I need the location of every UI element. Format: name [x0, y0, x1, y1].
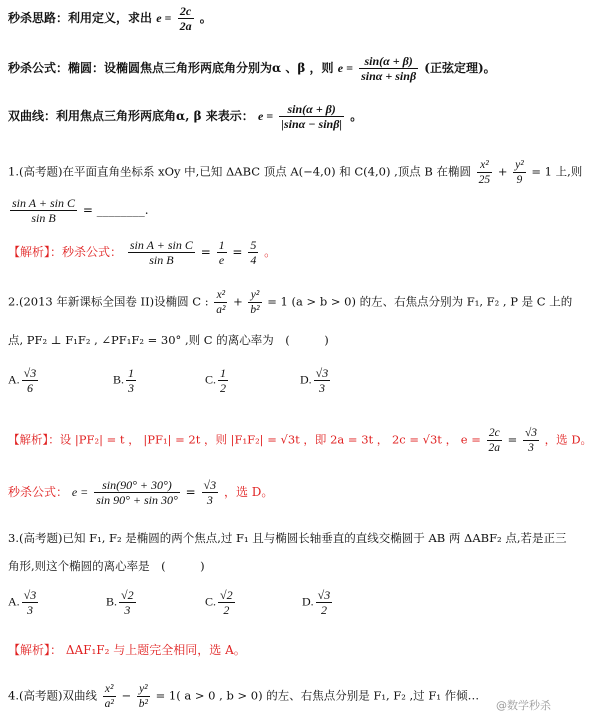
question-1-ask — [8, 196, 149, 225]
ellipse-y-term: $\frac{\text{y²}}{9}$ — [515, 159, 524, 186]
solution-sine-fraction: $\frac{\text{sin A + sin C}}{\text{sin B}}$ — [129, 238, 193, 267]
solution-answer-fraction: $\frac{√3}{3}$ — [524, 427, 538, 454]
plus-sign: + — [497, 164, 508, 179]
question-2-line-2: 点, PF₂ ⊥ F₁F₂ , ∠PF₁F₂ = 30° ,则 C 的离心率为 ( ) — [8, 333, 329, 347]
question-3-line-2: 角形,则这个椭圆的离心率是 ( ) — [8, 559, 205, 573]
solution-answer-fraction: $\frac{5}{4}$ — [250, 238, 257, 267]
watermark-logo: @数学秒杀 — [496, 699, 551, 712]
solution-ratio-fraction: $\frac{2c}{2a}$ — [488, 427, 500, 454]
plus-sign: + — [233, 294, 243, 309]
eccentricity-symbol: e = — [257, 109, 274, 123]
question-3-solution — [8, 642, 246, 658]
question-3-line-1: 3.(高考题)已知 F₁, F₂ 是椭圆的两个焦点,过 F₁ 且与椭圆长轴垂直的直线交椭圆于 AB 两 ΔABF₂ 点,若是正三 — [8, 531, 567, 545]
question-3-option-d: D. $\frac{√3}{2}$ — [302, 588, 331, 617]
hyperbola-x-term: $\frac{\text{x²}}{\text{a²}}$ — [104, 683, 114, 710]
solution-tag: 【解析】 — [8, 245, 51, 259]
question-1-text-end: = 1 上,则 — [531, 164, 583, 179]
eccentricity-symbol: e = — [337, 61, 353, 75]
question-2-solution — [8, 426, 592, 455]
solution-text: ：秒杀公式： — [50, 245, 123, 259]
tip-ellipse-text: 秒杀公式：椭圆：设椭圆焦点三角形两底角分别为α 、β ，则 — [8, 61, 334, 75]
eccentricity-symbol: e = — [71, 485, 89, 499]
question-1-stem — [8, 158, 582, 187]
solution-tag: 【解析】 — [8, 432, 49, 447]
question-4-text-end: = 1( a > 0 , b > 0) 的左、右焦点分别是 F₁, F₂ ,过 F₁ 作倾… — [155, 688, 480, 703]
ellipse-x-term: $\frac{\text{x²}}{\text{a²}}$ — [216, 289, 226, 316]
tip-hyperbola-end: 。 — [350, 109, 363, 123]
tip-definition-end: 。 — [199, 11, 212, 25]
question-1-text: 1.(高考题)在平面直角坐标系 xOy 中,已知 ΔABC 顶点 A(−4,0) 和 C(4,0) ,顶点 B 在椭圆 — [8, 164, 472, 179]
ellipse-x-term: $\frac{\text{x²}}{25}$ — [478, 159, 491, 186]
question-4-stem — [8, 682, 479, 711]
question-3-option-c: C. $\frac{√2}{2}$ — [205, 588, 233, 617]
sine-ratio-fraction: $\frac{\text{sin A + sin C}}{\text{sin B}}$ — [12, 196, 76, 225]
question-2-stem — [8, 288, 572, 317]
ellipse-y-term: $\frac{\text{y²}}{\text{b²}}$ — [250, 289, 260, 316]
hyperbola-y-term: $\frac{\text{y²}}{\text{b²}}$ — [138, 683, 148, 710]
equals-sign: = — [232, 245, 243, 259]
quick-formula-end: ，选 D。 — [223, 485, 274, 499]
question-2-option-a: A. $\frac{√3}{6}$ — [8, 366, 37, 395]
definition-fraction: $\frac{2c}{2a}$ — [179, 4, 192, 33]
question-2-quick-formula — [8, 478, 273, 507]
question-2-option-c: C. $\frac{1}{2}$ — [205, 366, 227, 395]
minus-sign: − — [121, 688, 132, 703]
ellipse-formula-fraction: $\frac{\sin(\alpha + \beta)}{\sin\alpha + \sin\beta}$ — [361, 54, 417, 83]
equals-sign: = — [507, 432, 518, 447]
solution-text: ：设 |PF₂| = t ， |PF₁| = 2t ，则 |F₁F₂| = √3t ，即 2a = 3t ， 2c = √3t ， e = — [48, 432, 481, 447]
question-2-option-b: B. $\frac{1}{3}$ — [113, 366, 135, 395]
tip-definition-line — [8, 4, 212, 33]
quick-formula-tag: 秒杀公式： — [8, 485, 69, 499]
question-4-text: 4.(高考题)双曲线 — [8, 688, 97, 703]
equals-sign: = — [185, 485, 196, 499]
solution-text: ： ΔAF₁F₂ 与上题完全相同，选 A。 — [50, 643, 246, 657]
question-2-text-end: = 1 (a > b > 0) 的左、右焦点分别为 F₁, F₂ , P 是 C 上的 — [267, 294, 573, 309]
question-2-option-d: D. $\frac{√3}{3}$ — [300, 366, 329, 395]
solution-tag: 【解析】 — [8, 643, 51, 657]
tip-ellipse-formula-line — [8, 54, 496, 83]
tip-ellipse-end: (正弦定理)。 — [424, 61, 496, 75]
quick-answer-fraction: $\frac{√3}{3}$ — [203, 478, 217, 507]
equals-sign: = — [200, 245, 211, 259]
solution-end: ，选 D。 — [544, 432, 592, 447]
question-3-option-a: A. $\frac{√3}{3}$ — [8, 588, 37, 617]
quick-formula-fraction: $\frac{\sin(90^\circ + 30^\circ)}{\sin 90^\circ + \sin 30^\circ}$ — [96, 478, 178, 507]
eccentricity-symbol: e = — [156, 11, 172, 25]
answer-blank: = ________. — [82, 203, 149, 217]
hyperbola-formula-fraction: $\frac{\sin(\alpha + \beta)}{|\sin\alpha - \sin\beta|}$ — [281, 102, 342, 131]
question-2-text: 2.(2013 年新课标全国卷 II)设椭圆 C : — [8, 294, 209, 309]
question-1-solution — [8, 238, 276, 267]
tip-hyperbola-formula-line — [8, 102, 362, 131]
question-3-option-b: B. $\frac{√2}{3}$ — [106, 588, 134, 617]
tip-hyperbola-text: 双曲线：利用焦点三角形两底角α, β 来表示： — [8, 109, 254, 123]
tip-definition-text: 秒杀思路：利用定义，求出 — [8, 11, 153, 25]
solution-reciprocal-e: $\frac{1}{e}$ — [218, 238, 225, 267]
solution-end: 。 — [264, 245, 277, 259]
